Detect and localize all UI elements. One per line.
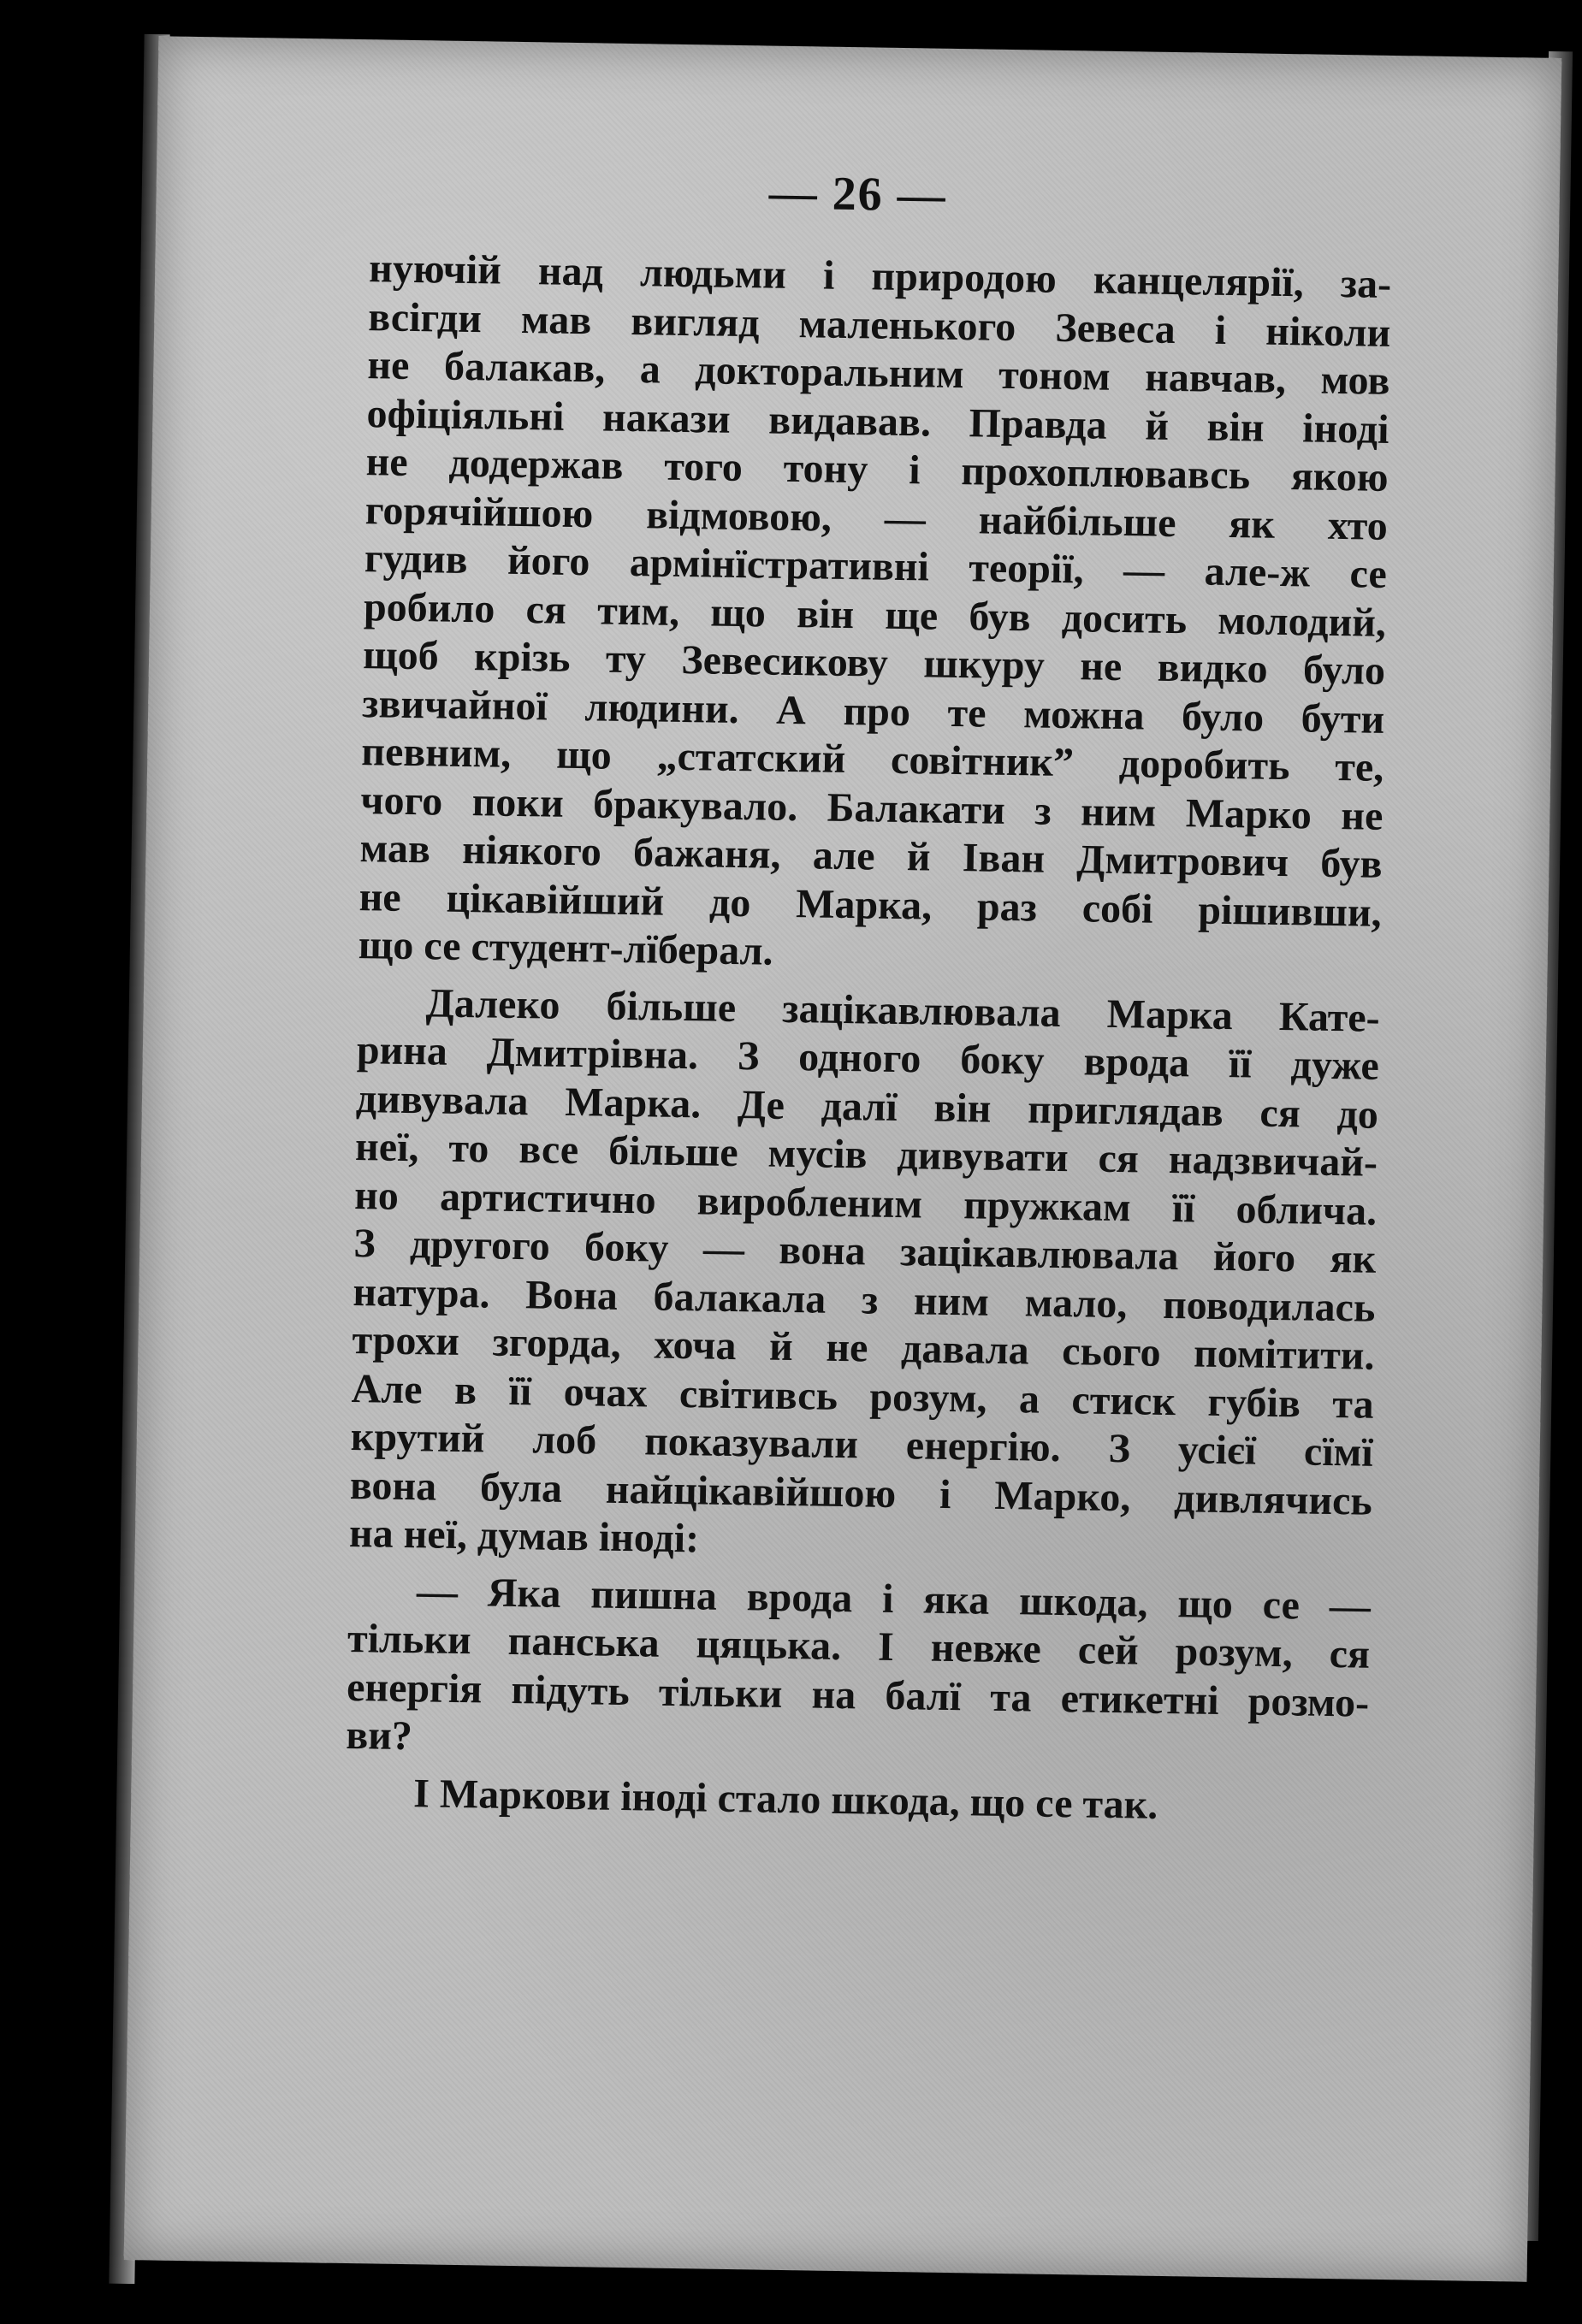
text-line: но артистично виробленим пружкам її облича. — [353, 1172, 1378, 1234]
text-line: Але в її очах світивсь розум, а стиск губів та — [351, 1365, 1374, 1428]
text-line: рина Дмитрівна. З одного боку врода її дуже — [356, 1027, 1380, 1089]
text-line: крутий лоб показували енергію. З усієї сїмї — [350, 1414, 1374, 1475]
paragraph — [358, 245, 1391, 985]
text-line: натура. Вона балакала з ним мало, поводилась — [353, 1268, 1376, 1331]
text-line: трохи згорда, хоча й не давала сього помітити. — [352, 1317, 1375, 1379]
text-line: горячійшою відмовою, — найбільше як хто — [364, 487, 1389, 549]
text-line: що се студент-лїберал. — [358, 922, 773, 974]
text-line: ви? — [345, 1712, 413, 1759]
text-line: звичайної людини. А про те можна було бути — [361, 680, 1385, 742]
paragraph — [346, 1566, 1371, 1776]
text-line: Далеко більше зацікавлювала Марка Кате- — [425, 979, 1381, 1041]
text-line: І Маркови іноді стало шкода, що се так. — [412, 1770, 1158, 1828]
text-line: тільки панська цяцька. І невже сей розум, ся — [347, 1615, 1371, 1677]
page-number: — 26 — — [768, 166, 948, 222]
text-line: всігди мав вигляд маленького Зевеса і ніколи — [367, 293, 1391, 356]
text-line: не балакав, а докторальним тоном навчав, мов — [367, 342, 1390, 404]
text-line: З другого боку — вона зацікавлювала його як — [353, 1221, 1377, 1282]
text-line: вона була найцікавійшою і Марко, дивлячись — [349, 1462, 1373, 1524]
text-line: — Яка пишна врода і яка шкода, що се — — [416, 1568, 1372, 1629]
text-line: робило ся тим, що він ще був досить молодий, — [363, 583, 1387, 646]
text-line: офіціяльні накази видавав. Правда й він іноді — [366, 390, 1389, 452]
text-line: гудив його армінїстративні теорії, — але-ж се — [364, 535, 1388, 597]
text-line: щоб крізь ту Зевесикову шкуру не видко було — [362, 632, 1386, 694]
page-body-text — [345, 245, 1392, 1833]
text-line: дивувала Марка. Де далї він приглядав ся до — [355, 1075, 1379, 1138]
book-page — [124, 36, 1562, 2281]
text-line: чого поки бракувало. Балакати з ним Марко не — [360, 777, 1384, 839]
text-line: нуючій над людьми і природою канцелярії, за- — [368, 245, 1392, 307]
paragraph — [349, 979, 1381, 1575]
text-line: неї, то все більше мусів дивувати ся надзвичай- — [354, 1124, 1378, 1186]
text-line: не цікавійший до Марка, раз собі рішивши, — [358, 873, 1383, 936]
text-line: енергія підуть тільки на балї та етикетні розмо- — [346, 1664, 1370, 1726]
text-line: мав ніякого бажаня, але й Іван Дмитрович був — [359, 825, 1383, 887]
text-line: певним, що „статский совітник” доробить те, — [360, 729, 1384, 790]
text-line: на неї, думав іноді: — [348, 1510, 700, 1562]
text-line: не додержав того тону і прохоплювавсь якою — [365, 439, 1389, 500]
